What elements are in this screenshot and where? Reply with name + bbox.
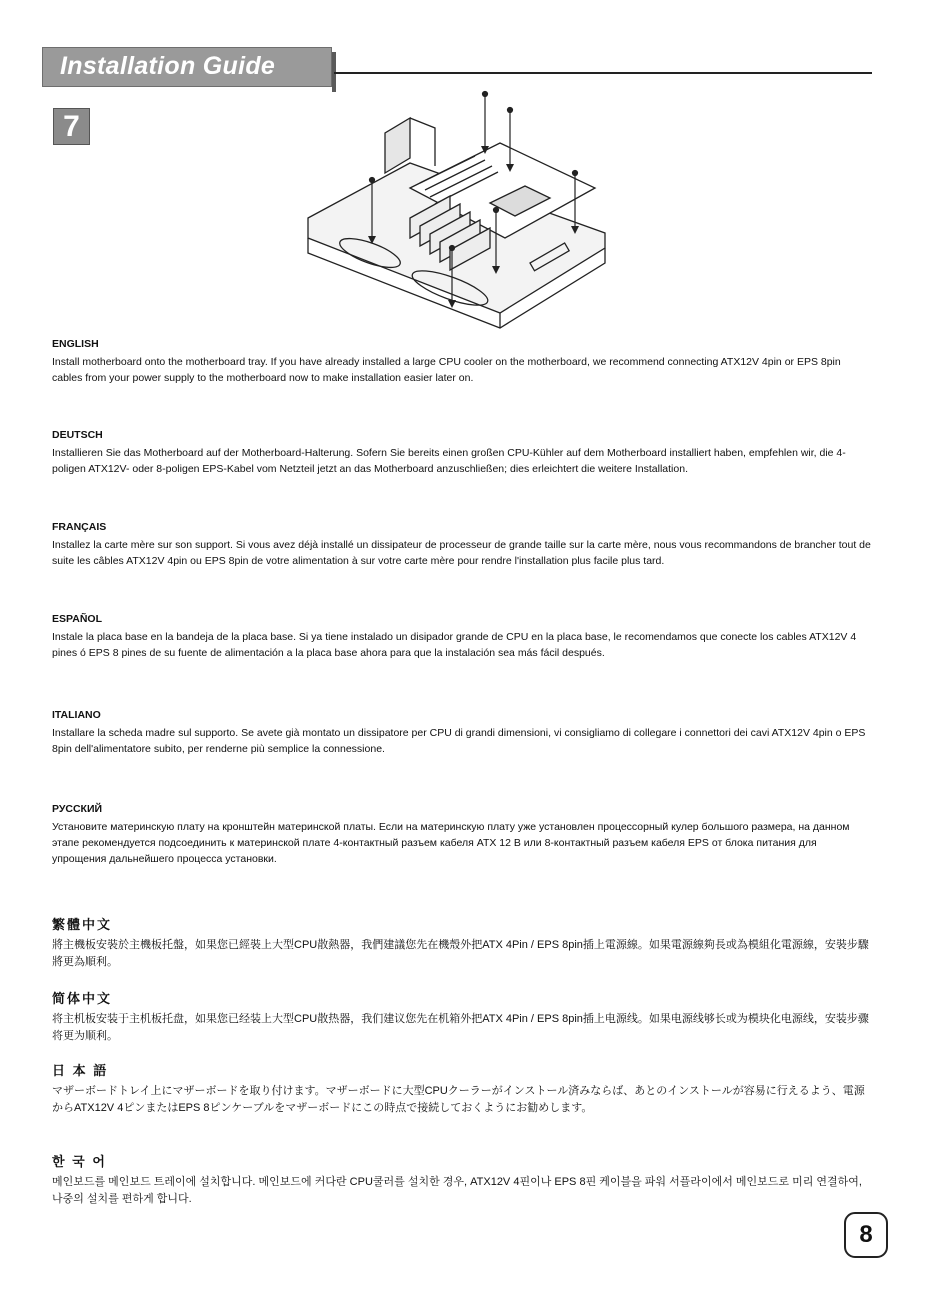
- section-title: DEUTSCH: [52, 429, 103, 441]
- section-simplified-chinese: [52, 988, 872, 1045]
- section-title: 한 국 어: [52, 1154, 107, 1169]
- section-body: Installez la carte mère sur son support. Si vous avez déjà installé un dissipateur de processeur de grande taille sur la carte mère, nous vous recommandons de brancher tout de suite les câbles ATX12V 4pin ou EPS 8pin de votre alimentation à sur votre carte mère pour rendre l'installation plus facile plus tard.: [52, 539, 871, 567]
- section-traditional-chinese: [52, 914, 872, 971]
- section-espanol: [52, 613, 872, 661]
- page-number: 8: [844, 1212, 888, 1258]
- section-body: Installieren Sie das Motherboard auf der Motherboard-Halterung. Sofern Sie bereits einen großen CPU-Kühler auf dem Motherboard installiert haben, empfehlen wir, die 4-poligen ATX12V- oder 8-poligen EPS-Kabel vom Netzteil jetzt an das Motherboard anzuschließen; dies erleichtert die weitere Installation.: [52, 447, 846, 475]
- section-title: FRANÇAIS: [52, 521, 107, 533]
- section-title: 日 本 語: [52, 1063, 109, 1078]
- section-title: ESPAÑOL: [52, 613, 102, 625]
- section-title: ITALIANO: [52, 709, 101, 721]
- section-body: マザーボードトレイ上にマザーボードを取り付けます。マザーボードに大型CPUクーラーがインストール済みならば、あとのインストールが容易に行えるよう、電源からATX12V 4ピンまたはEPS 8ピンケーブルをマザーボードにこの時点で接続しておくようにお勧めします。: [52, 1085, 865, 1114]
- section-body: 메인보드를 메인보드 트레이에 설치합니다. 메인보드에 커다란 CPU쿨러를 설치한 경우, ATX12V 4핀이나 EPS 8핀 케이블을 파워 서플라이에서 메인보드로 미리 연결하여, 나중의 설치를 편하게 합니다.: [52, 1176, 862, 1205]
- section-body: Instale la placa base en la bandeja de la placa base. Si ya tiene instalado un disipador grande de CPU en la placa base, le recomendamos que conecte los cables ATX12V 4 pines ó EPS 8 pines de su fuente de alimentación a la placa base ahora para que la instalación sea más fácil después.: [52, 631, 857, 659]
- section-francais: [52, 521, 872, 569]
- page-title: Installation Guide: [60, 52, 276, 80]
- section-body: Установите материнскую плату на кронштейн материнской платы. Если на материнскую плату уже установлен процессорный кулер большого размера, на данном этапе рекомендуется подсоединить к материнской плате 4-контактный разъем кабеля ATX 12 В или 8-контактный разъем кабеля EPS от блока питания для упрощения дальнейшего процесса установки.: [52, 821, 850, 865]
- section-title: РУССКИЙ: [52, 803, 103, 815]
- step-number: 7: [53, 108, 90, 145]
- section-body: 將主機板安裝於主機板托盤，如果您已經裝上大型CPU散熱器，我們建議您先在機殼外把ATX 4Pin / EPS 8pin插上電源線。如果電源線夠長或為模組化電源線，安裝步驟將更為順利。: [52, 939, 869, 968]
- section-body: 将主机板安装于主机板托盘，如果您已经装上大型CPU散热器，我们建议您先在机箱外把ATX 4Pin / EPS 8pin插上电源线。如果电源线够长或为模块化电源线，安装步骤将更为顺利。: [52, 1013, 869, 1042]
- section-title: ENGLISH: [52, 338, 99, 350]
- section-deutsch: [52, 429, 872, 477]
- section-italiano: [52, 709, 872, 757]
- header-rule: [334, 72, 872, 74]
- motherboard-tray-illustration: [300, 88, 630, 338]
- section-title: 简体中文: [52, 991, 113, 1006]
- section-japanese: [52, 1060, 872, 1117]
- section-title: 繁體中文: [52, 917, 113, 932]
- section-english: [52, 338, 872, 386]
- section-russian: [52, 803, 872, 867]
- section-body: Install motherboard onto the motherboard tray. If you have already installed a large CPU cooler on the motherboard, we recommend connecting ATX12V 4pin or EPS 8pin cables from your power supply to the motherboard now to make installation easier later on.: [52, 356, 841, 384]
- section-korean: [52, 1151, 872, 1208]
- section-body: Installare la scheda madre sul supporto. Se avete già montato un dissipatore per CPU di grandi dimensioni, vi consigliamo di collegare i connettori dei cavi ATX12V 4pin o EPS 8pin dell'alimentatore subito, per renderne più semplice la connessione.: [52, 727, 866, 755]
